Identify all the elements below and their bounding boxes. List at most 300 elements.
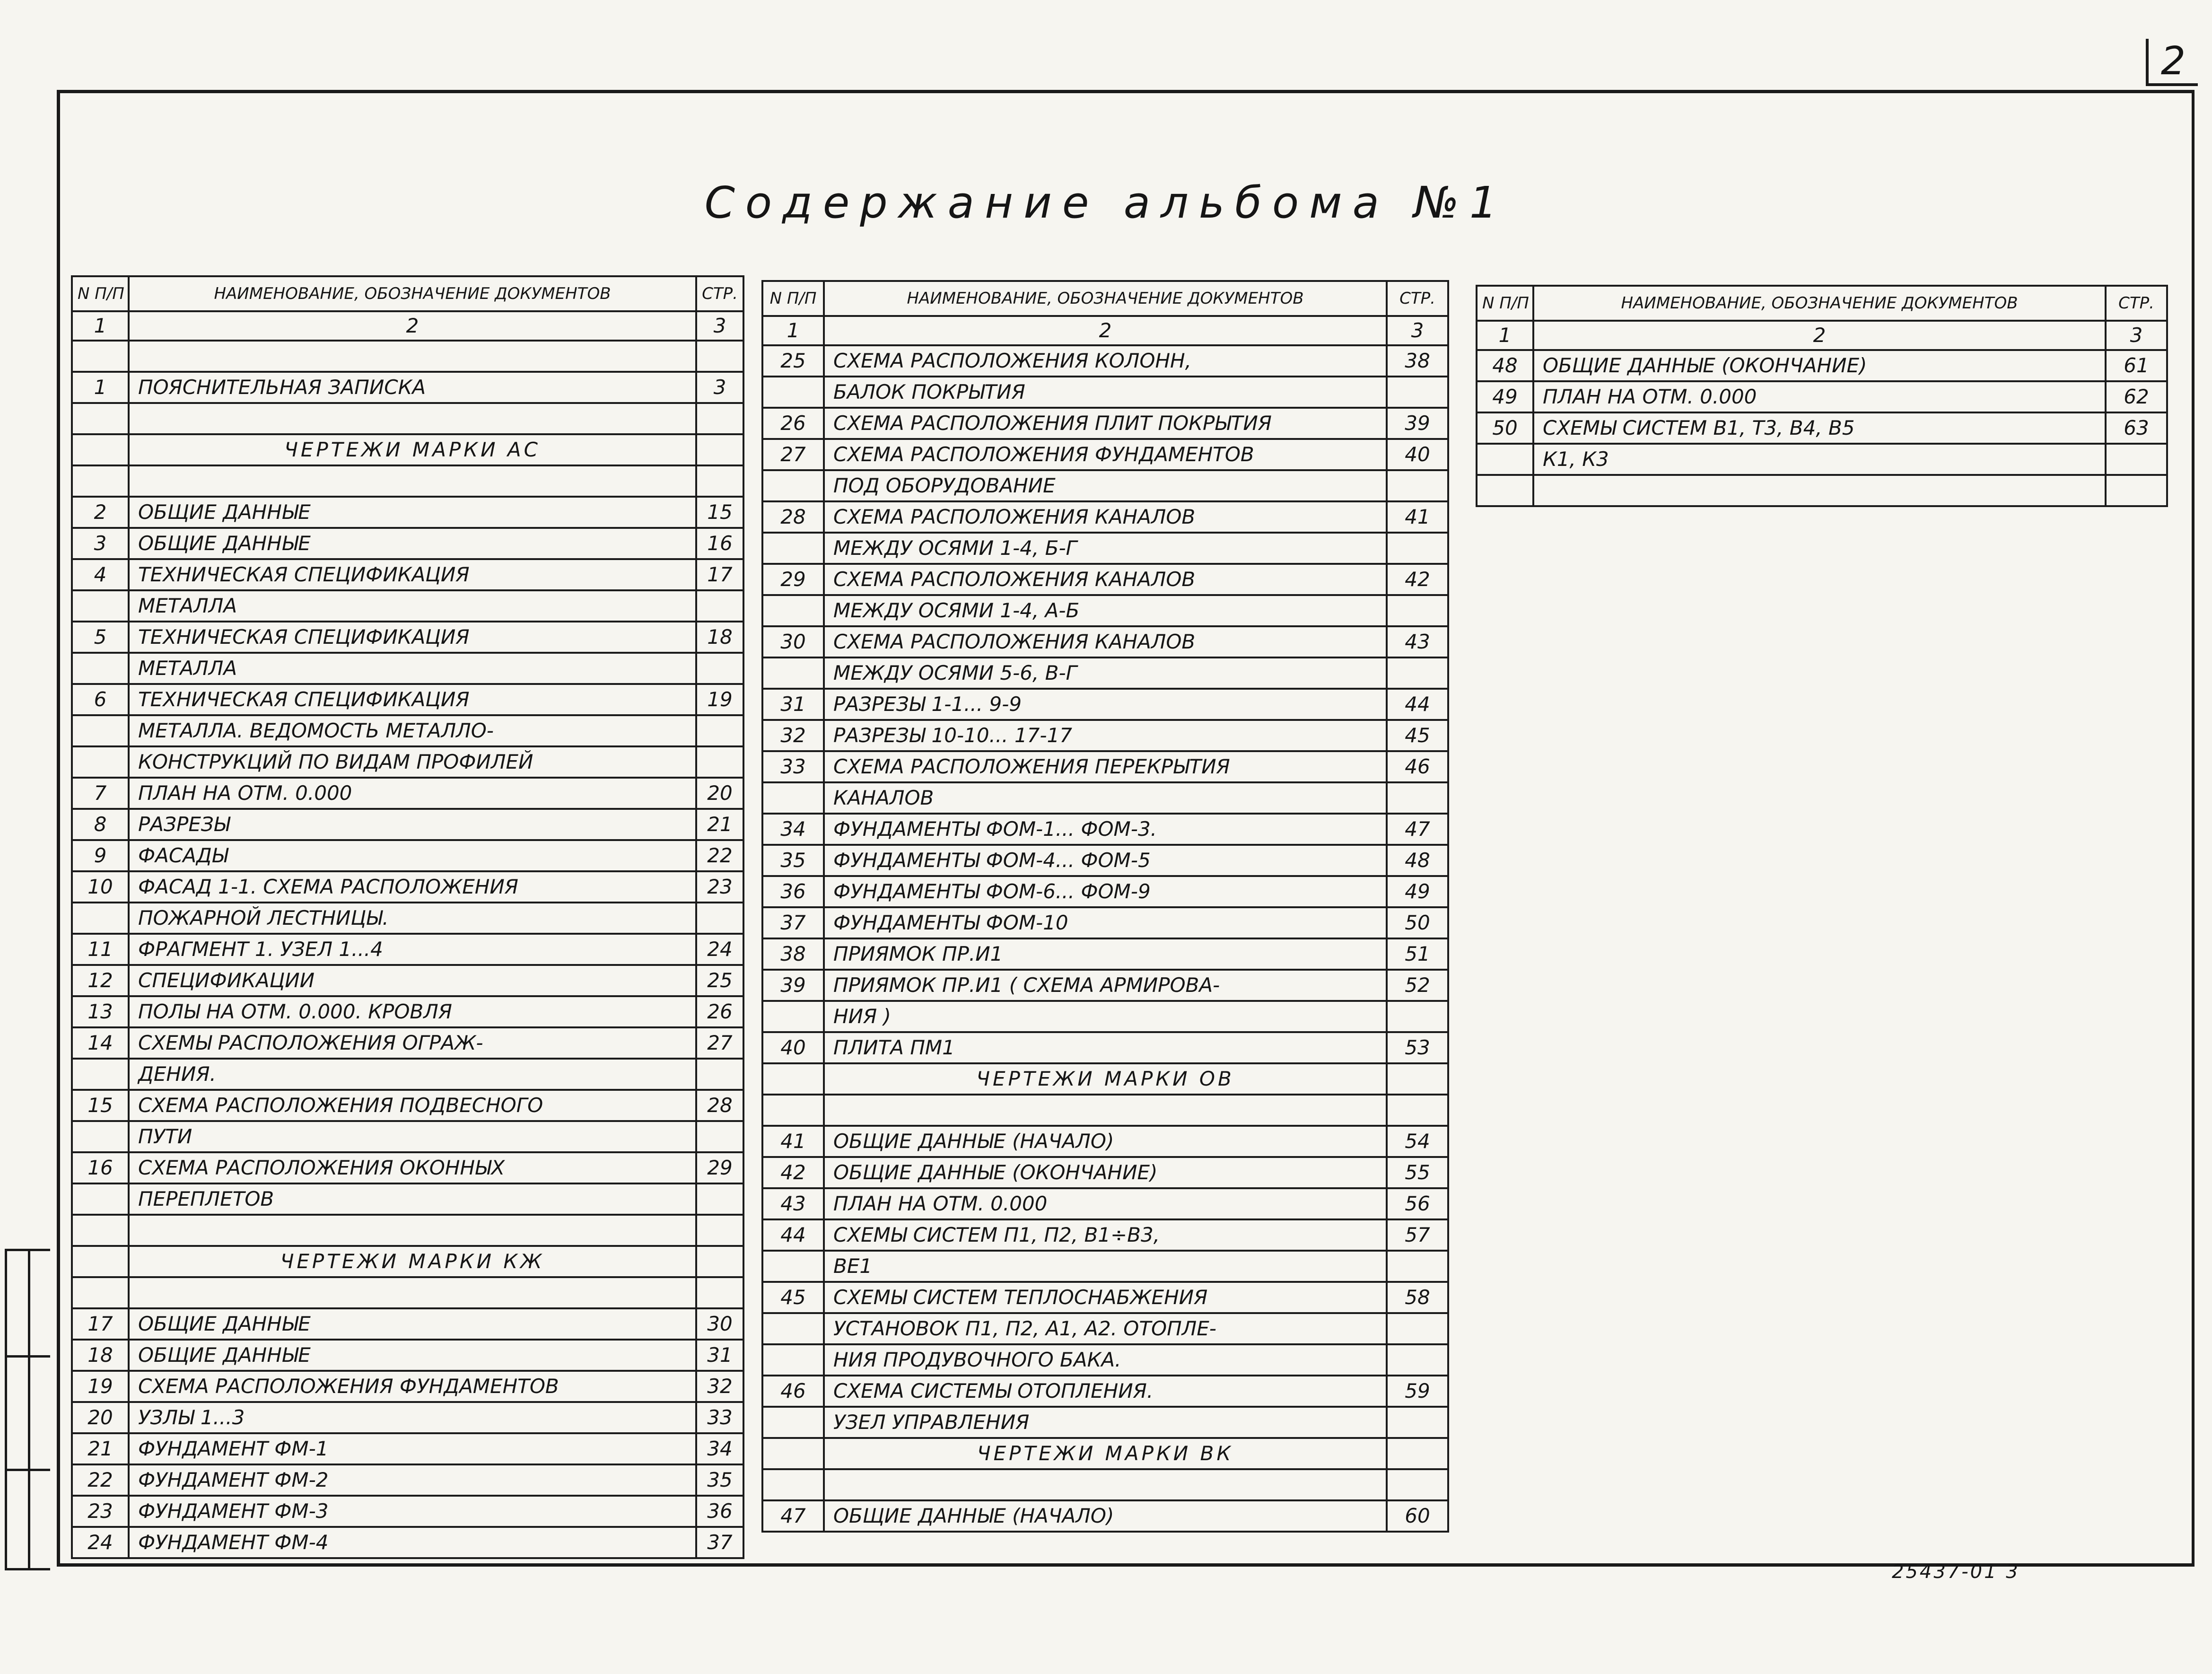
toc-row <box>72 1496 743 1527</box>
row-num: 8 <box>72 809 129 840</box>
row-page <box>696 903 743 934</box>
row-num <box>72 590 129 622</box>
toc-header-row <box>72 276 743 311</box>
row-title: ПЛАН НА ОТМ. 0.000 <box>824 1188 1387 1219</box>
toc-row <box>762 720 1448 751</box>
toc-blank-row <box>762 1469 1448 1500</box>
row-page: 29 <box>696 1152 743 1183</box>
index-name: 2 <box>824 316 1387 345</box>
toc-row <box>72 1371 743 1402</box>
row-num <box>1477 475 1533 506</box>
row-num: 42 <box>762 1157 824 1188</box>
row-page: 21 <box>696 809 743 840</box>
toc-continuation-row <box>762 1001 1448 1032</box>
row-num: 12 <box>72 965 129 996</box>
toc-row <box>762 814 1448 845</box>
row-page: 52 <box>1387 970 1448 1001</box>
row-page <box>1387 657 1448 689</box>
row-page: 35 <box>696 1464 743 1496</box>
row-num: 31 <box>762 689 824 720</box>
row-page: 38 <box>1387 345 1448 377</box>
toc-row <box>72 497 743 528</box>
toc-continuation-row <box>72 1059 743 1090</box>
row-num: 19 <box>72 1371 129 1402</box>
section-title: ЧЕРТЕЖИ МАРКИ АС <box>129 434 696 465</box>
row-num: 34 <box>762 814 824 845</box>
row-page: 61 <box>2106 350 2167 381</box>
toc-row <box>762 501 1448 533</box>
toc-continuation-row <box>72 653 743 684</box>
toc-row <box>762 1188 1448 1219</box>
sheet-number-box <box>2146 39 2198 86</box>
toc-blank-row <box>72 341 743 372</box>
row-num <box>762 1313 824 1344</box>
row-num <box>762 657 824 689</box>
toc-continuation-row <box>72 746 743 778</box>
row-num: 2 <box>72 497 129 528</box>
toc-table-1 <box>71 275 744 1559</box>
row-page: 37 <box>696 1527 743 1558</box>
toc-blank-row <box>762 1095 1448 1126</box>
row-num: 32 <box>762 720 824 751</box>
row-num: 38 <box>762 938 824 970</box>
row-num: 24 <box>72 1527 129 1558</box>
index-name: 2 <box>129 311 696 341</box>
row-title: ПЛИТА ПМ1 <box>824 1032 1387 1063</box>
toc-row <box>762 876 1448 907</box>
row-page: 55 <box>1387 1157 1448 1188</box>
row-title: ПРИЯМОК ПР.И1 ( СХЕМА АРМИРОВА- <box>824 970 1387 1001</box>
toc-continuation-row <box>72 1121 743 1152</box>
row-num: 35 <box>762 845 824 876</box>
row-num: 23 <box>72 1496 129 1527</box>
row-page: 30 <box>696 1308 743 1340</box>
row-title: ТЕХНИЧЕСКАЯ СПЕЦИФИКАЦИЯ <box>129 684 696 715</box>
row-page <box>1387 470 1448 501</box>
row-num <box>1477 444 1533 475</box>
row-title: ФАСАД 1-1. СХЕМА РАСПОЛОЖЕНИЯ <box>129 871 696 903</box>
row-title: ФУНДАМЕНТ ФМ-1 <box>129 1433 696 1464</box>
row-num: 30 <box>762 626 824 657</box>
header-name: НАИМЕНОВАНИЕ, ОБОЗНАЧЕНИЕ ДОКУМЕНТОВ <box>129 276 696 311</box>
row-page <box>696 746 743 778</box>
row-num <box>762 1407 824 1438</box>
row-page: 51 <box>1387 938 1448 970</box>
row-page: 53 <box>1387 1032 1448 1063</box>
row-num: 13 <box>72 996 129 1027</box>
index-num: 1 <box>72 311 129 341</box>
row-page <box>1387 1063 1448 1095</box>
row-num <box>762 782 824 814</box>
row-title: ОБЩИЕ ДАННЫЕ (НАЧАЛО) <box>824 1126 1387 1157</box>
toc-header-row <box>762 281 1448 316</box>
row-title: ПОЛЫ НА ОТМ. 0.000. КРОВЛЯ <box>129 996 696 1027</box>
row-num <box>72 1121 129 1152</box>
toc-continuation-row <box>762 595 1448 626</box>
row-title: СХЕМА РАСПОЛОЖЕНИЯ ФУНДАМЕНТОВ <box>824 439 1387 470</box>
toc-row <box>72 871 743 903</box>
toc-index-row <box>1477 321 2167 350</box>
row-num: 43 <box>762 1188 824 1219</box>
toc-row <box>72 1433 743 1464</box>
row-page: 34 <box>696 1433 743 1464</box>
row-page: 26 <box>696 996 743 1027</box>
row-title: ТЕХНИЧЕСКАЯ СПЕЦИФИКАЦИЯ <box>129 622 696 653</box>
toc-blank-row <box>72 1277 743 1308</box>
row-page <box>696 403 743 434</box>
row-page: 18 <box>696 622 743 653</box>
toc-row <box>762 439 1448 470</box>
row-num: 11 <box>72 934 129 965</box>
row-title <box>129 341 696 372</box>
row-title: ОБЩИЕ ДАННЫЕ (ОКОНЧАНИЕ) <box>824 1157 1387 1188</box>
side-stamp <box>5 1249 50 1570</box>
row-num: 39 <box>762 970 824 1001</box>
row-title: РАЗРЕЗЫ <box>129 809 696 840</box>
toc-row <box>762 345 1448 377</box>
toc-header-row <box>1477 286 2167 321</box>
index-page: 3 <box>696 311 743 341</box>
row-title: К1, К3 <box>1533 444 2106 475</box>
toc-section-row <box>72 1246 743 1277</box>
row-num: 16 <box>72 1152 129 1183</box>
row-title: ПЛАН НА ОТМ. 0.000 <box>129 778 696 809</box>
row-page: 40 <box>1387 439 1448 470</box>
row-title <box>129 1277 696 1308</box>
header-name: НАИМЕНОВАНИЕ, ОБОЗНАЧЕНИЕ ДОКУМЕНТОВ <box>1533 286 2106 321</box>
row-num: 26 <box>762 408 824 439</box>
toc-row <box>72 809 743 840</box>
row-title <box>129 465 696 497</box>
row-num <box>72 341 129 372</box>
row-num: 36 <box>762 876 824 907</box>
row-title: СХЕМА РАСПОЛОЖЕНИЯ КАНАЛОВ <box>824 626 1387 657</box>
section-title: ЧЕРТЕЖИ МАРКИ ОВ <box>824 1063 1387 1095</box>
row-title: ФУНДАМЕНТЫ ФОМ-10 <box>824 907 1387 938</box>
toc-row <box>72 934 743 965</box>
row-num <box>762 377 824 408</box>
row-title: СХЕМА РАСПОЛОЖЕНИЯ ПОДВЕСНОГО <box>129 1090 696 1121</box>
row-page: 54 <box>1387 1126 1448 1157</box>
toc-row <box>762 564 1448 595</box>
index-page: 3 <box>2106 321 2167 350</box>
toc-row <box>72 1027 743 1059</box>
row-title <box>824 1095 1387 1126</box>
row-num <box>762 1344 824 1376</box>
toc-table-2 <box>761 280 1449 1533</box>
row-num: 46 <box>762 1376 824 1407</box>
row-num: 48 <box>1477 350 1533 381</box>
row-page: 44 <box>1387 689 1448 720</box>
row-num <box>762 1438 824 1469</box>
row-page: 63 <box>2106 412 2167 444</box>
row-page <box>2106 475 2167 506</box>
row-page: 43 <box>1387 626 1448 657</box>
row-title: МЕТАЛЛА <box>129 653 696 684</box>
toc-row <box>72 778 743 809</box>
row-page <box>1387 782 1448 814</box>
section-title: ЧЕРТЕЖИ МАРКИ КЖ <box>129 1246 696 1277</box>
toc-blank-row <box>72 465 743 497</box>
toc-continuation-row <box>762 1251 1448 1282</box>
header-num: N П/П <box>72 276 129 311</box>
row-title: ОБЩИЕ ДАННЫЕ (НАЧАЛО) <box>824 1500 1387 1532</box>
row-num <box>762 1469 824 1500</box>
toc-row <box>762 626 1448 657</box>
row-num <box>762 1251 824 1282</box>
row-title: ВЕ1 <box>824 1251 1387 1282</box>
row-title: МЕЖДУ ОСЯМИ 1-4, А-Б <box>824 595 1387 626</box>
header-name: НАИМЕНОВАНИЕ, ОБОЗНАЧЕНИЕ ДОКУМЕНТОВ <box>824 281 1387 316</box>
row-title: ФРАГМЕНТ 1. УЗЕЛ 1...4 <box>129 934 696 965</box>
header-page: СТР. <box>696 276 743 311</box>
toc-section-row <box>762 1438 1448 1469</box>
row-num: 4 <box>72 559 129 590</box>
row-page <box>1387 1407 1448 1438</box>
row-num: 27 <box>762 439 824 470</box>
row-page: 58 <box>1387 1282 1448 1313</box>
row-title: ОБЩИЕ ДАННЫЕ <box>129 528 696 559</box>
row-page: 20 <box>696 778 743 809</box>
row-title: ОБЩИЕ ДАННЫЕ <box>129 497 696 528</box>
row-num <box>72 746 129 778</box>
row-title: ОБЩИЕ ДАННЫЕ <box>129 1340 696 1371</box>
row-title: ФУНДАМЕНТЫ ФОМ-4... ФОМ-5 <box>824 845 1387 876</box>
row-title: КАНАЛОВ <box>824 782 1387 814</box>
row-title: СХЕМА РАСПОЛОЖЕНИЯ КАНАЛОВ <box>824 501 1387 533</box>
row-num: 7 <box>72 778 129 809</box>
row-num <box>72 434 129 465</box>
toc-section-row <box>72 434 743 465</box>
toc-row <box>1477 412 2167 444</box>
toc-continuation-row <box>72 590 743 622</box>
row-page <box>696 590 743 622</box>
row-page <box>696 1059 743 1090</box>
row-title: СХЕМА РАСПОЛОЖЕНИЯ ОКОННЫХ <box>129 1152 696 1183</box>
row-page <box>696 1277 743 1308</box>
row-page <box>1387 533 1448 564</box>
row-title: СХЕМЫ СИСТЕМ П1, П2, В1÷В3, <box>824 1219 1387 1251</box>
toc-row <box>762 1219 1448 1251</box>
toc-continuation-row <box>762 1344 1448 1376</box>
row-page: 39 <box>1387 408 1448 439</box>
row-title <box>129 1215 696 1246</box>
row-num: 18 <box>72 1340 129 1371</box>
toc-row <box>72 372 743 403</box>
row-page: 28 <box>696 1090 743 1121</box>
row-num: 49 <box>1477 381 1533 412</box>
toc-row <box>72 1340 743 1371</box>
toc-section-row <box>762 1063 1448 1095</box>
index-num: 1 <box>1477 321 1533 350</box>
toc-continuation-row <box>72 903 743 934</box>
toc-continuation-row <box>1477 444 2167 475</box>
row-num <box>762 1063 824 1095</box>
row-num: 41 <box>762 1126 824 1157</box>
toc-continuation-row <box>762 782 1448 814</box>
row-page: 32 <box>696 1371 743 1402</box>
page-title: Содержание альбома №1 <box>704 177 1508 228</box>
row-num: 10 <box>72 871 129 903</box>
row-title: БАЛОК ПОКРЫТИЯ <box>824 377 1387 408</box>
toc-row <box>72 622 743 653</box>
row-title: ПЕРЕПЛЕТОВ <box>129 1183 696 1215</box>
toc-blank-row <box>72 403 743 434</box>
row-num: 50 <box>1477 412 1533 444</box>
header-page: СТР. <box>2106 286 2167 321</box>
toc-blank-row <box>72 1215 743 1246</box>
index-num: 1 <box>762 316 824 345</box>
row-title: СХЕМЫ СИСТЕМ ТЕПЛОСНАБЖЕНИЯ <box>824 1282 1387 1313</box>
row-page: 59 <box>1387 1376 1448 1407</box>
row-page: 16 <box>696 528 743 559</box>
row-page <box>1387 1344 1448 1376</box>
toc-row <box>1477 350 2167 381</box>
toc-continuation-row <box>762 1407 1448 1438</box>
row-page <box>1387 1313 1448 1344</box>
row-page: 62 <box>2106 381 2167 412</box>
toc-row <box>72 1308 743 1340</box>
toc-row <box>72 684 743 715</box>
row-num <box>72 1215 129 1246</box>
row-title: ОБЩИЕ ДАННЫЕ <box>129 1308 696 1340</box>
row-num: 5 <box>72 622 129 653</box>
row-num: 1 <box>72 372 129 403</box>
row-title <box>824 1469 1387 1500</box>
row-title: УСТАНОВОК П1, П2, А1, А2. ОТОПЛЕ- <box>824 1313 1387 1344</box>
row-page: 15 <box>696 497 743 528</box>
row-num <box>762 533 824 564</box>
row-page <box>1387 1469 1448 1500</box>
toc-row <box>762 907 1448 938</box>
row-page: 22 <box>696 840 743 871</box>
row-page: 49 <box>1387 876 1448 907</box>
toc-row <box>762 1126 1448 1157</box>
row-num <box>72 465 129 497</box>
toc-row <box>72 965 743 996</box>
row-num: 47 <box>762 1500 824 1532</box>
toc-row <box>762 970 1448 1001</box>
row-num <box>72 1183 129 1215</box>
row-title: ПОД ОБОРУДОВАНИЕ <box>824 470 1387 501</box>
row-page: 42 <box>1387 564 1448 595</box>
row-page <box>1387 1251 1448 1282</box>
row-num: 21 <box>72 1433 129 1464</box>
row-page: 57 <box>1387 1219 1448 1251</box>
toc-row <box>72 1402 743 1433</box>
toc-row <box>72 559 743 590</box>
row-num: 9 <box>72 840 129 871</box>
row-title: НИЯ ПРОДУВОЧНОГО БАКА. <box>824 1344 1387 1376</box>
header-num: N П/П <box>1477 286 1533 321</box>
row-page <box>696 1246 743 1277</box>
toc-row <box>72 1090 743 1121</box>
toc-continuation-row <box>72 715 743 746</box>
toc-row <box>762 1500 1448 1532</box>
row-num <box>72 1277 129 1308</box>
row-title: МЕТАЛЛА <box>129 590 696 622</box>
row-page <box>1387 377 1448 408</box>
toc-continuation-row <box>762 1313 1448 1344</box>
toc-blank-row <box>1477 475 2167 506</box>
row-title: СХЕМЫ РАСПОЛОЖЕНИЯ ОГРАЖ- <box>129 1027 696 1059</box>
row-title: ФУНДАМЕНТЫ ФОМ-1... ФОМ-3. <box>824 814 1387 845</box>
row-num: 28 <box>762 501 824 533</box>
row-title: ОБЩИЕ ДАННЫЕ (ОКОНЧАНИЕ) <box>1533 350 2106 381</box>
row-page: 50 <box>1387 907 1448 938</box>
row-title: ДЕНИЯ. <box>129 1059 696 1090</box>
row-page: 23 <box>696 871 743 903</box>
toc-row <box>72 528 743 559</box>
row-title: СХЕМА РАСПОЛОЖЕНИЯ ПЛИТ ПОКРЫТИЯ <box>824 408 1387 439</box>
row-page: 48 <box>1387 845 1448 876</box>
row-page: 3 <box>696 372 743 403</box>
row-page <box>696 653 743 684</box>
row-num <box>72 653 129 684</box>
row-num: 17 <box>72 1308 129 1340</box>
toc-continuation-row <box>762 657 1448 689</box>
header-num: N П/П <box>762 281 824 316</box>
row-page <box>1387 1001 1448 1032</box>
row-num <box>762 1001 824 1032</box>
toc-row <box>762 408 1448 439</box>
row-num: 45 <box>762 1282 824 1313</box>
row-num: 40 <box>762 1032 824 1063</box>
toc-row <box>762 845 1448 876</box>
row-title: СПЕЦИФИКАЦИИ <box>129 965 696 996</box>
toc-row <box>72 1464 743 1496</box>
row-page: 24 <box>696 934 743 965</box>
toc-continuation-row <box>72 1183 743 1215</box>
row-page: 17 <box>696 559 743 590</box>
row-page <box>696 1121 743 1152</box>
row-page <box>1387 595 1448 626</box>
toc-row <box>762 1032 1448 1063</box>
row-title: УЗЕЛ УПРАВЛЕНИЯ <box>824 1407 1387 1438</box>
toc-continuation-row <box>762 377 1448 408</box>
header-page: СТР. <box>1387 281 1448 316</box>
toc-row <box>72 1527 743 1558</box>
row-title: СХЕМА РАСПОЛОЖЕНИЯ ФУНДАМЕНТОВ <box>129 1371 696 1402</box>
row-num: 15 <box>72 1090 129 1121</box>
toc-row <box>72 996 743 1027</box>
toc-table-3 <box>1476 285 2168 507</box>
row-title: МЕЖДУ ОСЯМИ 1-4, Б-Г <box>824 533 1387 564</box>
row-title: ТЕХНИЧЕСКАЯ СПЕЦИФИКАЦИЯ <box>129 559 696 590</box>
row-title: СХЕМА СИСТЕМЫ ОТОПЛЕНИЯ. <box>824 1376 1387 1407</box>
row-title: ПОЯСНИТЕЛЬНАЯ ЗАПИСКА <box>129 372 696 403</box>
row-page <box>696 1215 743 1246</box>
row-title: ПУТИ <box>129 1121 696 1152</box>
row-title: ПОЖАРНОЙ ЛЕСТНИЦЫ. <box>129 903 696 934</box>
row-num: 29 <box>762 564 824 595</box>
toc-row <box>762 1157 1448 1188</box>
toc-row <box>762 1282 1448 1313</box>
row-page <box>696 434 743 465</box>
row-num: 6 <box>72 684 129 715</box>
row-page: 45 <box>1387 720 1448 751</box>
row-num: 37 <box>762 907 824 938</box>
row-page: 19 <box>696 684 743 715</box>
row-num: 22 <box>72 1464 129 1496</box>
row-num <box>762 595 824 626</box>
toc-row <box>72 1152 743 1183</box>
document-code: 25437-01 3 <box>1892 1561 2020 1583</box>
row-page <box>696 1183 743 1215</box>
row-page: 25 <box>696 965 743 996</box>
row-title: КОНСТРУКЦИЙ ПО ВИДАМ ПРОФИЛЕЙ <box>129 746 696 778</box>
row-page: 31 <box>696 1340 743 1371</box>
